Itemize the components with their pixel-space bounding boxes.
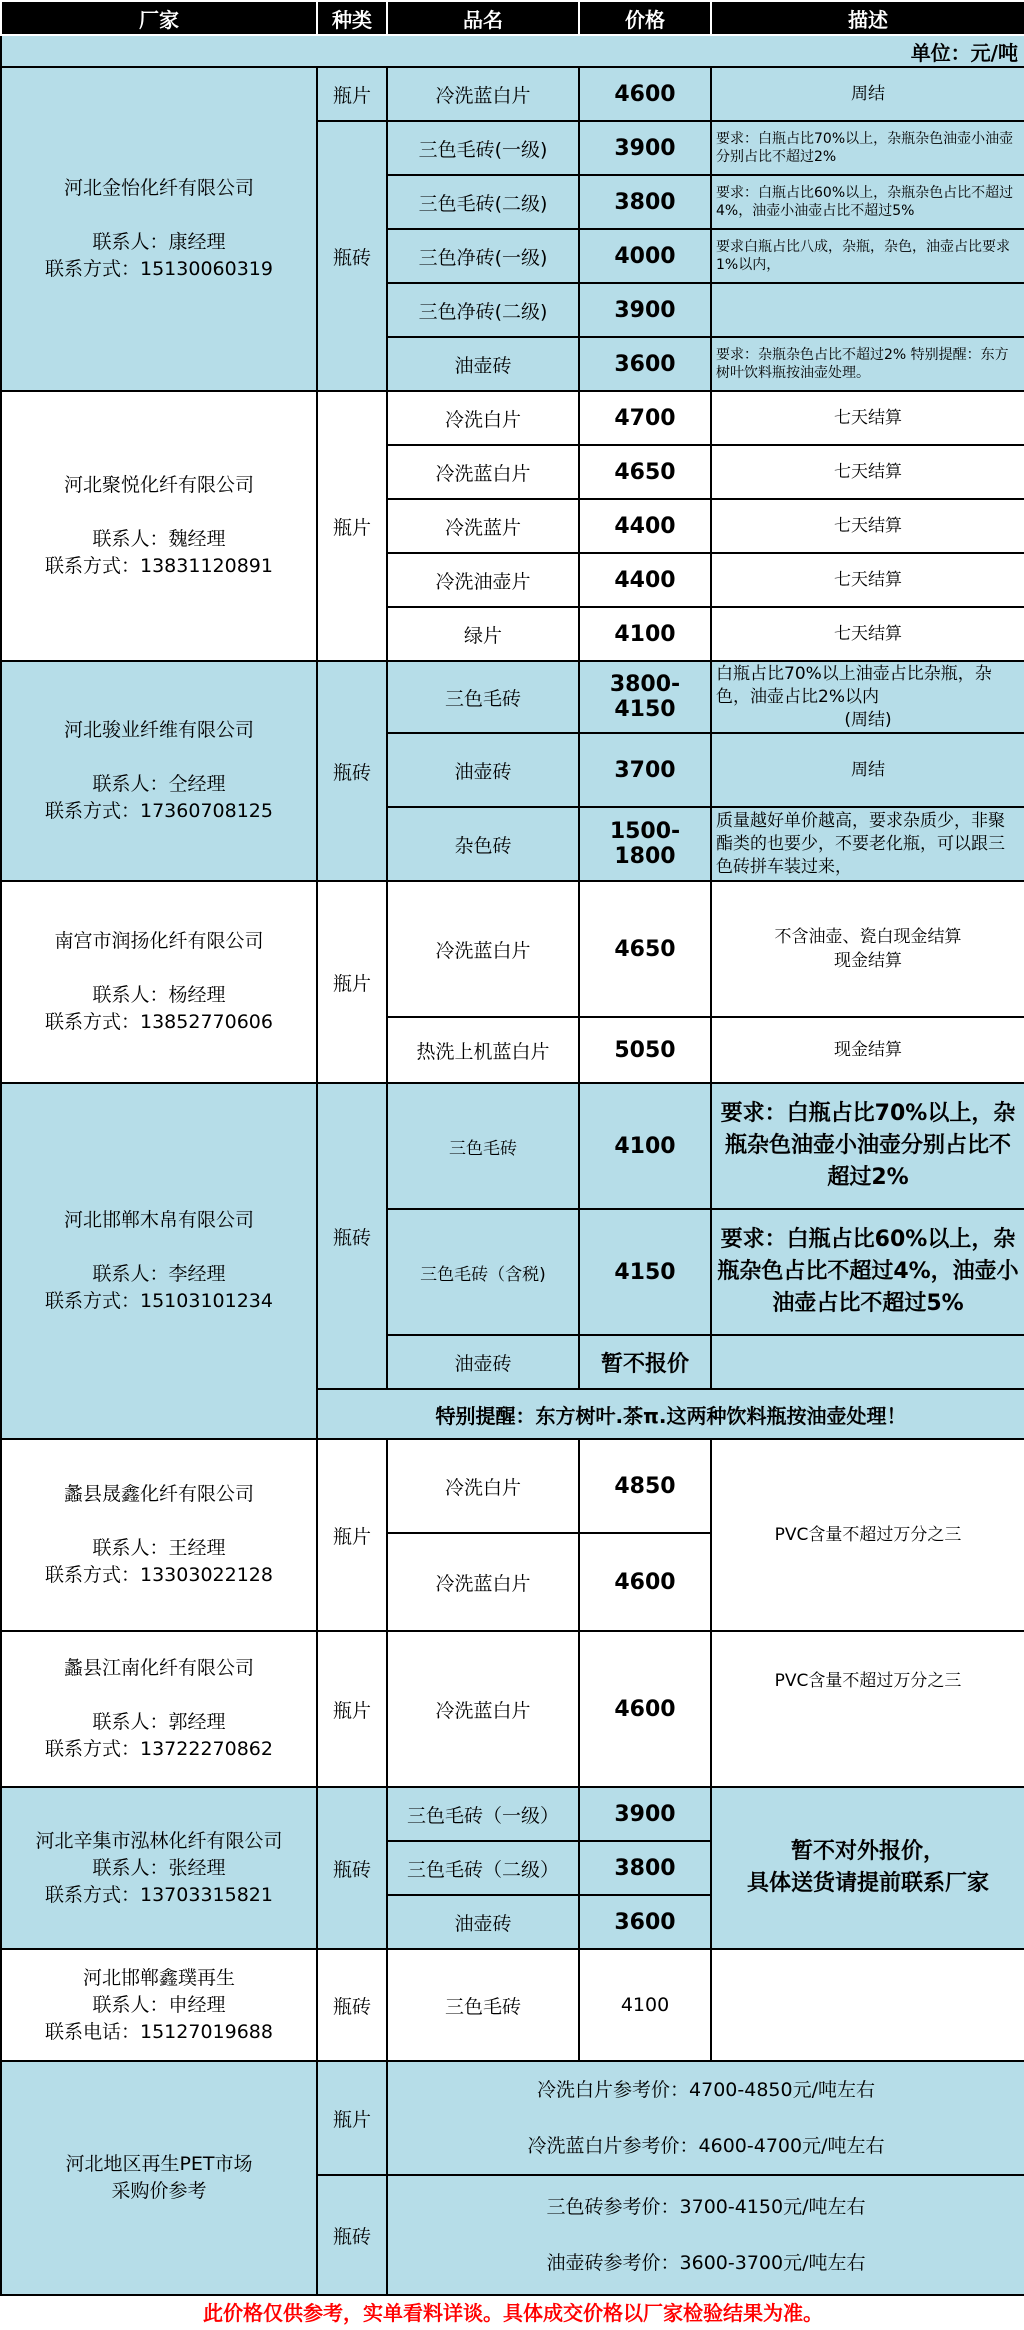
- description-text: 白瓶占比70%以上油壶占比杂瓶，杂色，油壶占比2%以内: [716, 663, 992, 707]
- price-cell: 3800: [579, 175, 711, 229]
- summary-title-cell: [1, 2061, 317, 2295]
- summary-price-line: 冷洗蓝白片参考价：4600-4700元/吨左右: [527, 2135, 885, 2157]
- table-row: [1, 1787, 1024, 1841]
- company-phone: 联系方式：15103101234: [45, 1290, 273, 1312]
- table-row: [1, 391, 1024, 445]
- description-cell: 要求：白瓶占比60%以上，杂瓶杂色占比不超过4%，油壶小油壶占比不超过5%: [711, 1209, 1024, 1335]
- description-note: 现金结算: [834, 951, 902, 971]
- product-cell: 油壶砖: [387, 1335, 579, 1389]
- company-phone: 联系电话：15127019688: [45, 2020, 273, 2043]
- company-contact: 联系人：李经理: [92, 1263, 226, 1285]
- product-cell: 热洗上机蓝白片: [387, 1017, 579, 1083]
- company-contact: 联系人：魏经理: [92, 528, 226, 550]
- price-cell: 4600: [579, 1533, 711, 1631]
- summary-subtitle: 采购价参考: [111, 2180, 207, 2202]
- product-cell: 三色净砖(一级): [387, 229, 579, 283]
- description-cell: 周结: [711, 67, 1024, 121]
- company-phone: 联系方式：13831120891: [45, 555, 273, 577]
- company-name: 河北聚悦化纤有限公司: [63, 474, 254, 496]
- company-cell: [1, 1631, 317, 1787]
- category-cell: 瓶砖: [317, 121, 387, 391]
- company-name: 河北辛集市泓林化纤有限公司: [35, 1829, 283, 1852]
- category-cell: 瓶砖: [317, 2175, 387, 2295]
- category-cell: 瓶砖: [317, 661, 387, 881]
- product-cell: 三色毛砖: [387, 661, 579, 733]
- company-cell: [1, 1787, 317, 1949]
- price-cell: 5050: [579, 1017, 711, 1083]
- product-cell: 三色毛砖（含税): [387, 1209, 579, 1335]
- category-cell: 瓶砖: [317, 1949, 387, 2061]
- price-cell: 4600: [579, 1631, 711, 1787]
- unit-label: 单位：元/吨: [1, 35, 1024, 67]
- description-cell: 要求：杂瓶杂色占比不超过2% 特别提醒：东方树叶饮料瓶按油壶处理。: [711, 337, 1024, 391]
- product-cell: 三色毛砖（二级）: [387, 1841, 579, 1895]
- description-cell: [711, 1335, 1024, 1389]
- price-cell: 4700: [579, 391, 711, 445]
- summary-price-line: 冷洗白片参考价：4700-4850元/吨左右: [537, 2079, 875, 2101]
- price-cell: 4400: [579, 553, 711, 607]
- company-cell: [1, 1439, 317, 1631]
- price-cell: 3900: [579, 283, 711, 337]
- special-note: 特别提醒：东方树叶.茶π.这两种饮料瓶按油壶处理！: [317, 1389, 1024, 1439]
- company-phone: 联系方式：13852770606: [45, 1011, 273, 1033]
- product-cell: 绿片: [387, 607, 579, 661]
- description-cell: 要求：白瓶占比60%以上，杂瓶杂色占比不超过4%，油壶小油壶占比不超过5%: [711, 175, 1024, 229]
- price-cell: 3800: [579, 1841, 711, 1895]
- category-cell: 瓶片: [317, 2061, 387, 2175]
- company-phone: 联系方式：13722270862: [45, 1738, 273, 1760]
- price-cell: 4100: [579, 1083, 711, 1209]
- description-cell: 质量越好单价越高，要求杂质少，非聚酯类的也要少，不要老化瓶，可以跟三色砖拼车装过来，: [711, 807, 1024, 881]
- product-cell: 冷洗蓝片: [387, 499, 579, 553]
- price-cell: 4000: [579, 229, 711, 283]
- company-contact: 联系人：王经理: [92, 1537, 226, 1559]
- company-cell: [1, 1083, 317, 1439]
- company-contact: 联系人：张经理: [92, 1856, 226, 1879]
- company-contact: 联系人：仝经理: [92, 773, 226, 795]
- price-cell: 4850: [579, 1439, 711, 1533]
- description-cell: 七天结算: [711, 607, 1024, 661]
- price-cell: 4400: [579, 499, 711, 553]
- description-cell: 七天结算: [711, 553, 1024, 607]
- description-cell: 要求白瓶占比八成，杂瓶，杂色，油壶占比要求1%以内，: [711, 229, 1024, 283]
- product-cell: 三色净砖(二级): [387, 283, 579, 337]
- company-contact: 联系人：郭经理: [92, 1711, 226, 1733]
- category-cell: 瓶片: [317, 1631, 387, 1787]
- product-cell: 冷洗油壶片: [387, 553, 579, 607]
- price-cell: 4650: [579, 881, 711, 1017]
- company-phone: 联系方式：15130060319: [45, 258, 273, 280]
- price-cell: 1500-1800: [579, 807, 711, 881]
- summary-price-line: 三色砖参考价：3700-4150元/吨左右: [546, 2196, 866, 2218]
- summary-title: 河北地区再生PET市场: [65, 2153, 253, 2175]
- price-cell: 4150: [579, 1209, 711, 1335]
- description-note: (周结): [844, 709, 892, 730]
- footer-row: [1, 2295, 1024, 2327]
- company-contact: 联系人：杨经理: [92, 984, 226, 1006]
- table-row: [1, 1631, 1024, 1787]
- product-cell: 冷洗蓝白片: [387, 881, 579, 1017]
- product-cell: 冷洗蓝白片: [387, 1533, 579, 1631]
- category-cell: 瓶砖: [317, 1083, 387, 1389]
- summary-prices-cell: [387, 2061, 1024, 2175]
- company-cell: [1, 661, 317, 881]
- company-name: 河北骏业纤维有限公司: [63, 719, 254, 741]
- company-phone: 联系方式：13303022128: [45, 1564, 273, 1586]
- header-price: 价格: [579, 1, 711, 35]
- company-cell: [1, 1949, 317, 2061]
- description-cell: [711, 1949, 1024, 2061]
- company-contact: 联系人：康经理: [92, 231, 226, 253]
- description-cell: 现金结算: [711, 1017, 1024, 1083]
- company-name: 南宫市润扬化纤有限公司: [54, 930, 264, 952]
- price-cell: 3600: [579, 1895, 711, 1949]
- header-category: 种类: [317, 1, 387, 35]
- product-cell: 油壶砖: [387, 733, 579, 807]
- price-cell: 3600: [579, 337, 711, 391]
- description-cell: [711, 283, 1024, 337]
- description-text: 不含油壶、瓷白现金结算: [774, 927, 962, 947]
- description-text: 暂不对外报价，: [790, 1839, 945, 1864]
- company-name: 河北邯郸木帛有限公司: [63, 1209, 254, 1231]
- price-cell: 4100: [579, 607, 711, 661]
- product-cell: 杂色砖: [387, 807, 579, 881]
- description-cell: 七天结算: [711, 391, 1024, 445]
- description-note: 具体送货请提前联系厂家: [746, 1871, 989, 1896]
- table-row: [1, 1083, 1024, 1209]
- description-cell: 七天结算: [711, 499, 1024, 553]
- company-name: 蠡县江南化纤有限公司: [63, 1657, 254, 1679]
- product-cell: 冷洗白片: [387, 1439, 579, 1533]
- description-cell: 要求：白瓶占比70%以上，杂瓶杂色油壶小油壶分别占比不超过2%: [711, 121, 1024, 175]
- company-name: 河北金怡化纤有限公司: [63, 177, 254, 199]
- product-cell: 三色毛砖: [387, 1949, 579, 2061]
- table-row: [1, 1949, 1024, 2061]
- description-cell: [711, 881, 1024, 1017]
- product-cell: 油壶砖: [387, 1895, 579, 1949]
- category-cell: 瓶片: [317, 1439, 387, 1631]
- company-name: 蠡县晟鑫化纤有限公司: [63, 1483, 254, 1505]
- product-cell: 冷洗白片: [387, 391, 579, 445]
- company-contact: 联系人：申经理: [92, 1993, 226, 2016]
- price-cell: 4600: [579, 67, 711, 121]
- price-cell: 3900: [579, 121, 711, 175]
- company-cell: [1, 881, 317, 1083]
- table-row: [1, 661, 1024, 733]
- price-cell: 3900: [579, 1787, 711, 1841]
- description-cell: 要求：白瓶占比70%以上，杂瓶杂色油壶小油壶分别占比不超过2%: [711, 1083, 1024, 1209]
- header-row: [1, 1, 1024, 35]
- product-cell: 冷洗蓝白片: [387, 67, 579, 121]
- disclaimer-text: 此价格仅供参考，实单看料详谈。具体成交价格以厂家检验结果为准。: [1, 2295, 1024, 2327]
- price-cell: 3700: [579, 733, 711, 807]
- table-row: [1, 881, 1024, 1017]
- price-cell: 4100: [579, 1949, 711, 2061]
- header-product: 品名: [387, 1, 579, 35]
- description-cell: 七天结算: [711, 445, 1024, 499]
- company-phone: 联系方式：13703315821: [45, 1883, 273, 1906]
- header-manufacturer: 厂家: [1, 1, 317, 35]
- price-cell: 暂不报价: [579, 1335, 711, 1389]
- company-phone: 联系方式：17360708125: [45, 800, 273, 822]
- summary-prices-cell: [387, 2175, 1024, 2295]
- category-cell: 瓶片: [317, 67, 387, 121]
- company-cell: [1, 391, 317, 661]
- product-cell: 三色毛砖(一级): [387, 121, 579, 175]
- price-cell: 4650: [579, 445, 711, 499]
- category-cell: 瓶片: [317, 881, 387, 1083]
- description-cell: PVC含量不超过万分之三: [711, 1631, 1024, 1787]
- product-cell: 油壶砖: [387, 337, 579, 391]
- unit-row: [1, 35, 1024, 67]
- description-cell: PVC含量不超过万分之三: [711, 1439, 1024, 1631]
- category-cell: 瓶砖: [317, 1787, 387, 1949]
- product-cell: 冷洗蓝白片: [387, 1631, 579, 1787]
- description-cell: [711, 1787, 1024, 1949]
- company-cell: [1, 67, 317, 391]
- summary-row: [1, 2061, 1024, 2175]
- table-row: [1, 1439, 1024, 1533]
- product-cell: 冷洗蓝白片: [387, 445, 579, 499]
- product-cell: 三色毛砖: [387, 1083, 579, 1209]
- company-name: 河北邯郸鑫璞再生: [82, 1966, 235, 1989]
- price-cell: 3800-4150: [579, 661, 711, 733]
- summary-price-line: 油壶砖参考价：3600-3700元/吨左右: [546, 2252, 866, 2274]
- product-cell: 三色毛砖（一级）: [387, 1787, 579, 1841]
- category-cell: 瓶片: [317, 391, 387, 661]
- description-cell: [711, 661, 1024, 733]
- description-cell: 周结: [711, 733, 1024, 807]
- product-cell: 三色毛砖(二级): [387, 175, 579, 229]
- header-description: 描述: [711, 1, 1024, 35]
- table-row: [1, 67, 1024, 121]
